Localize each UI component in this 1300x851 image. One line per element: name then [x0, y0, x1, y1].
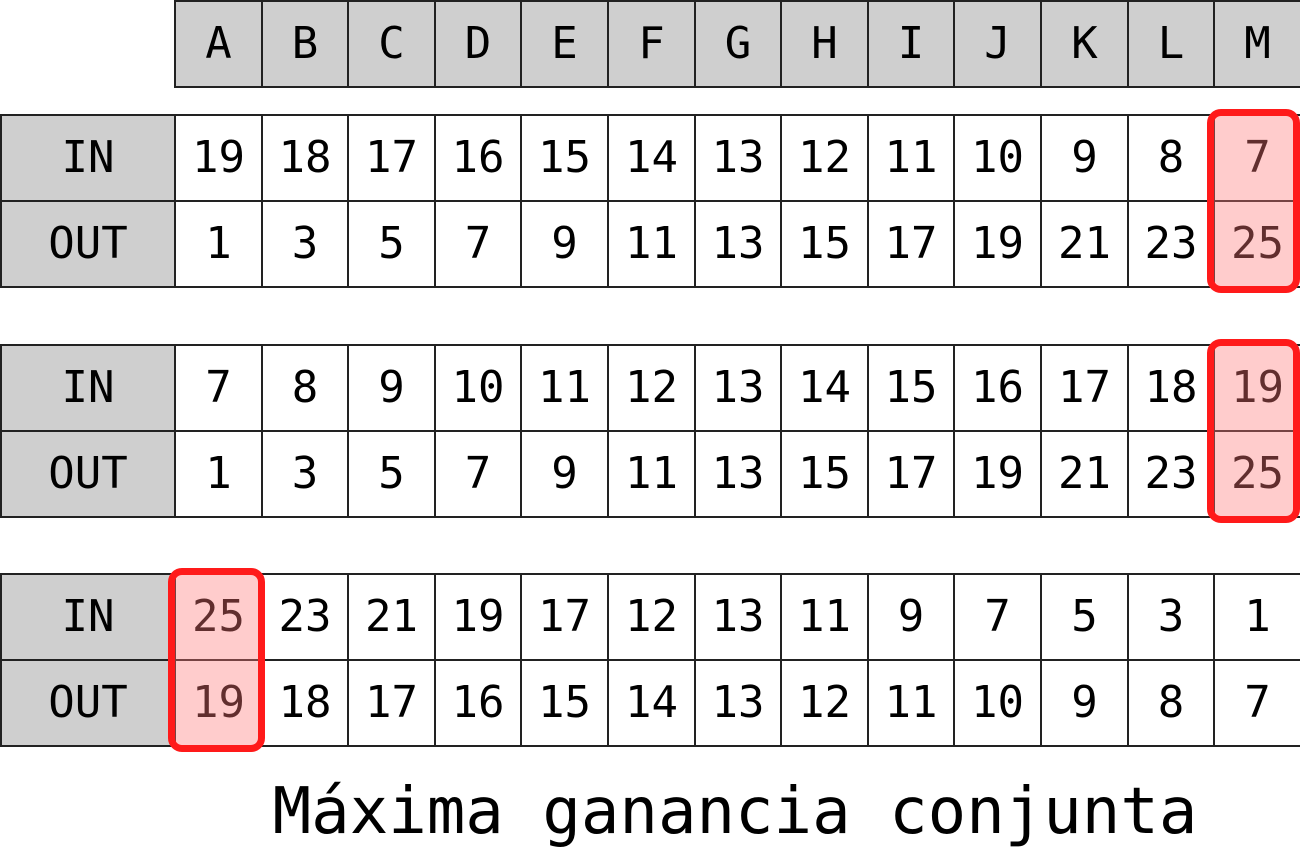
table-cell: 13: [694, 573, 782, 661]
table-cell: 19: [434, 573, 522, 661]
column-header-b: B: [261, 0, 349, 88]
table-cell: 1: [174, 430, 263, 518]
table-cell: 23: [261, 573, 349, 661]
table-cell: 3: [261, 430, 349, 518]
table-cell: 19: [1213, 344, 1300, 432]
column-header-k: K: [1040, 0, 1129, 88]
column-header-c: C: [347, 0, 436, 88]
table-cell: 25: [1213, 200, 1300, 288]
table-cell: 23: [1127, 430, 1215, 518]
row-label-out: OUT: [0, 200, 176, 288]
table-cell: 9: [1040, 659, 1129, 747]
table-cell: 16: [434, 114, 522, 202]
table-cell: 16: [434, 659, 522, 747]
column-header-d: D: [434, 0, 522, 88]
row-label-out: OUT: [0, 659, 176, 747]
table-cell: 15: [520, 114, 609, 202]
table-cell: 16: [953, 344, 1042, 432]
table-cell: 8: [1127, 659, 1215, 747]
table-cell: 14: [607, 114, 696, 202]
table-cell: 7: [1213, 114, 1300, 202]
table-cell: 17: [1040, 344, 1129, 432]
table-cell: 11: [607, 200, 696, 288]
table-cell: 7: [434, 200, 522, 288]
table-cell: 10: [953, 659, 1042, 747]
table-cell: 17: [347, 114, 436, 202]
table-cell: 13: [694, 659, 782, 747]
table-cell: 5: [347, 430, 436, 518]
table-cell: 9: [347, 344, 436, 432]
column-header-f: F: [607, 0, 696, 88]
table-cell: 18: [1127, 344, 1215, 432]
table-cell: 18: [261, 659, 349, 747]
table-cell: 18: [261, 114, 349, 202]
table-cell: 11: [867, 114, 955, 202]
table-cell: 9: [1040, 114, 1129, 202]
table-cell: 12: [607, 344, 696, 432]
table-cell: 13: [694, 344, 782, 432]
table-cell: 19: [953, 200, 1042, 288]
table-cell: 12: [607, 573, 696, 661]
table-cell: 21: [347, 573, 436, 661]
table-cell: 13: [694, 200, 782, 288]
table-cell: 17: [347, 659, 436, 747]
column-header-a: A: [174, 0, 263, 88]
table-cell: 17: [520, 573, 609, 661]
table-cell: 19: [174, 114, 263, 202]
column-header-m: M: [1213, 0, 1300, 88]
table-cell: 15: [780, 430, 869, 518]
table-cell: 25: [1213, 430, 1300, 518]
column-header-e: E: [520, 0, 609, 88]
row-label-out: OUT: [0, 430, 176, 518]
table-cell: 5: [347, 200, 436, 288]
table-cell: 21: [1040, 200, 1129, 288]
row-label-in: IN: [0, 344, 176, 432]
table-cell: 15: [520, 659, 609, 747]
table-cell: 7: [1213, 659, 1300, 747]
table-cell: 9: [520, 430, 609, 518]
column-header-j: J: [953, 0, 1042, 88]
table-cell: 7: [953, 573, 1042, 661]
table-cell: 7: [174, 344, 263, 432]
table-cell: 1: [174, 200, 263, 288]
column-header-l: L: [1127, 0, 1215, 88]
table-cell: 23: [1127, 200, 1215, 288]
table-cell: 11: [607, 430, 696, 518]
table-cell: 11: [520, 344, 609, 432]
table-cell: 14: [607, 659, 696, 747]
table-cell: 3: [1127, 573, 1215, 661]
table-cell: 8: [261, 344, 349, 432]
table-cell: 25: [174, 573, 263, 661]
table-cell: 21: [1040, 430, 1129, 518]
table-cell: 3: [261, 200, 349, 288]
table-cell: 14: [780, 344, 869, 432]
table-cell: 1: [1213, 573, 1300, 661]
caption: Máxima ganancia conjunta: [272, 775, 1198, 849]
table-cell: 17: [867, 200, 955, 288]
table-cell: 7: [434, 430, 522, 518]
table-cell: 13: [694, 114, 782, 202]
table-cell: 13: [694, 430, 782, 518]
table-cell: 17: [867, 430, 955, 518]
row-label-in: IN: [0, 114, 176, 202]
table-cell: 15: [780, 200, 869, 288]
table-cell: 19: [953, 430, 1042, 518]
table-cell: 19: [174, 659, 263, 747]
table-cell: 8: [1127, 114, 1215, 202]
table-cell: 10: [953, 114, 1042, 202]
table-cell: 10: [434, 344, 522, 432]
row-label-in: IN: [0, 573, 176, 661]
column-header-g: G: [694, 0, 782, 88]
table-cell: 9: [867, 573, 955, 661]
table-cell: 11: [780, 573, 869, 661]
column-header-h: H: [780, 0, 869, 88]
table-cell: 15: [867, 344, 955, 432]
column-header-i: I: [867, 0, 955, 88]
table-cell: 12: [780, 114, 869, 202]
table-cell: 9: [520, 200, 609, 288]
table-cell: 5: [1040, 573, 1129, 661]
table-cell: 11: [867, 659, 955, 747]
table-cell: 12: [780, 659, 869, 747]
